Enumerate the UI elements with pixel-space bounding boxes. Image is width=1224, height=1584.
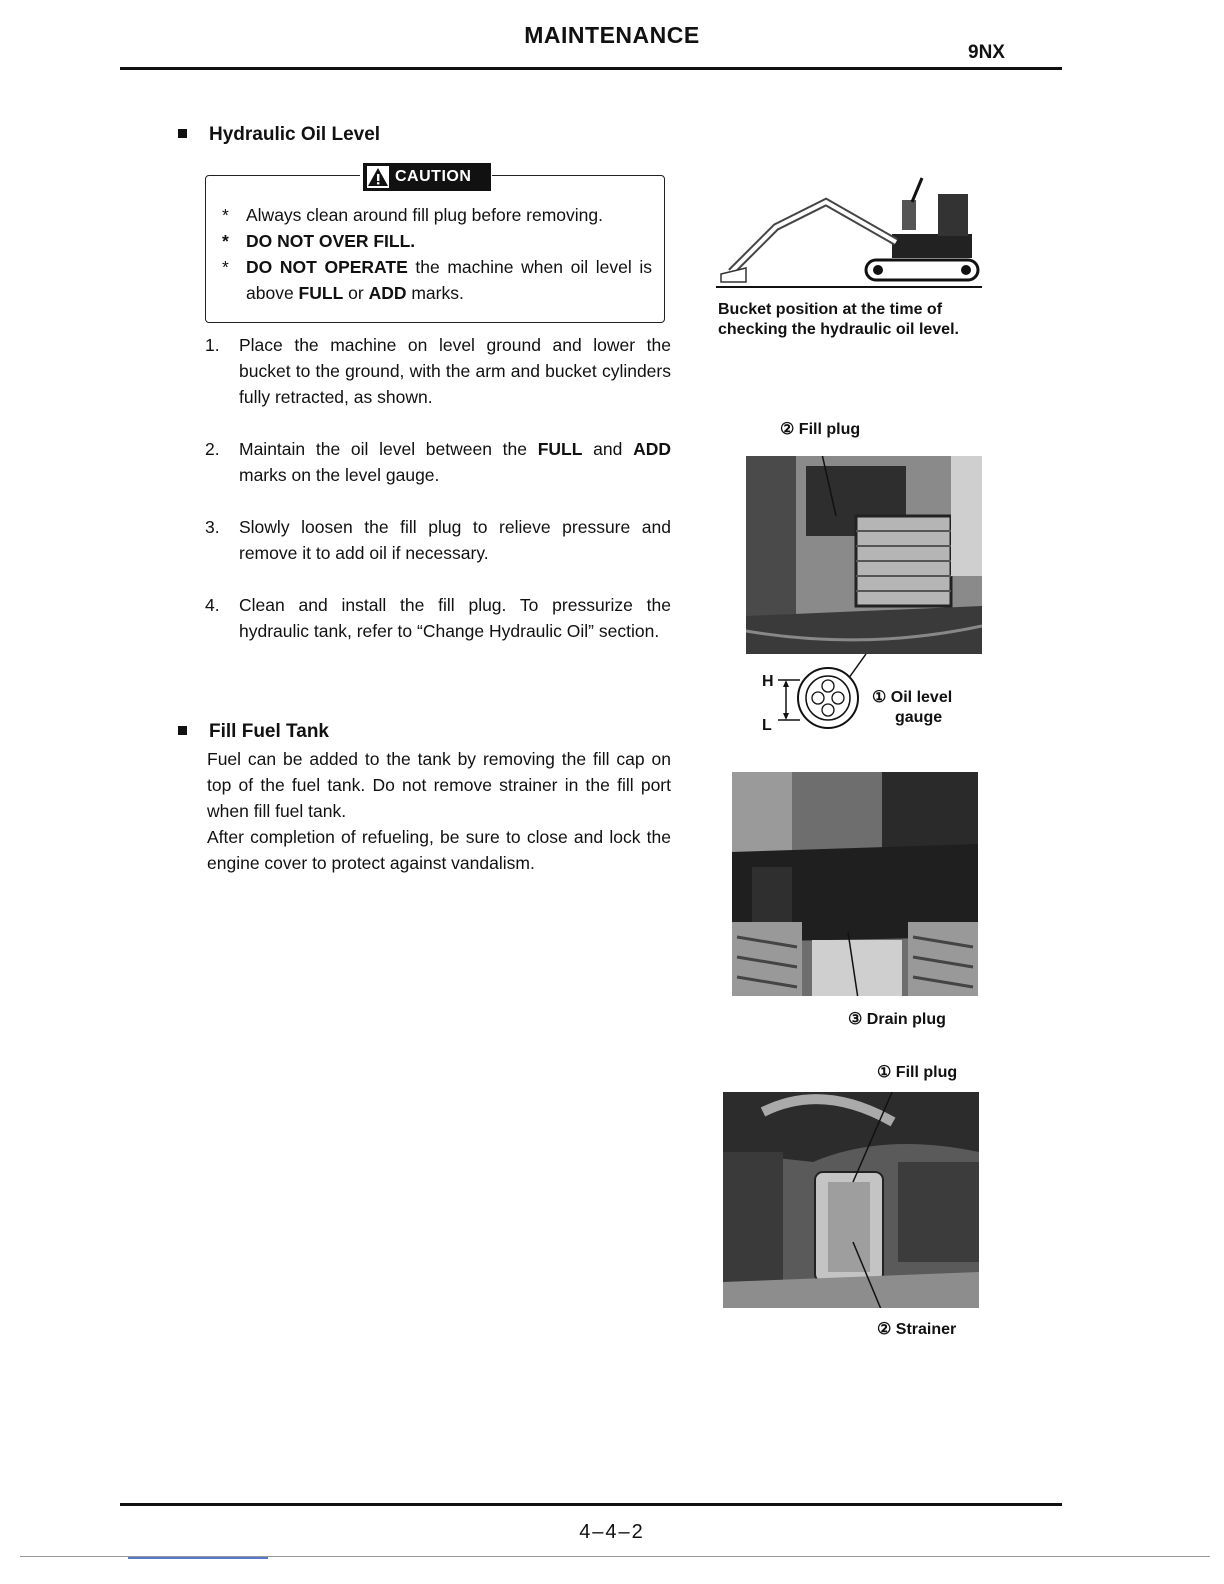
bullet-square-icon xyxy=(178,726,187,735)
page-title: MAINTENANCE xyxy=(524,22,700,48)
caution-item: * DO NOT OPERATE the machine when oil level is above FULL or ADD marks. xyxy=(222,257,652,303)
header-rule xyxy=(120,67,1062,70)
fuel-paragraph: Fuel can be added to the tank by removing the fill cap on top of the fuel tank. Do not remove strainer in the fill port when fill fuel tank. After completion of refueling, be sure to close and lock the engine cover to protect against vandalism. xyxy=(207,749,671,873)
caution-item: * DO NOT OVER FILL. xyxy=(222,231,416,251)
fuel-fill-port-photo xyxy=(723,1092,979,1308)
fuel-fill-plug-label: ① Fill plug xyxy=(877,1064,958,1081)
drain-plug-label: ③ Drain plug xyxy=(848,1011,946,1028)
step-item: 3. Slowly loosen the fill plug to relieve pressure and remove it to add oil if necessary. xyxy=(205,517,671,563)
caution-badge xyxy=(360,160,492,192)
strainer-label: ② Strainer xyxy=(877,1321,957,1338)
fill-plug-label: ② Fill plug xyxy=(780,421,861,438)
hydraulic-tank-photo xyxy=(746,456,982,654)
scan-artifact-mark xyxy=(128,1557,268,1559)
hydraulic-heading-text: Hydraulic Oil Level xyxy=(209,124,381,145)
footer-rule xyxy=(120,1503,1062,1506)
oil-level-label-gauge: gauge xyxy=(895,709,943,726)
step-item: 1. Place the machine on level ground and lower the bucket to the ground, with the arm and bucket cylinders fully retracted, as shown. xyxy=(205,335,671,407)
procedure-steps xyxy=(205,332,671,670)
caution-label: CAUTION xyxy=(395,168,472,185)
step-item: 4. Clean and install the fill plug. To pressurize the hydraulic tank, refer to “Change Hydraulic Oil” section. xyxy=(205,595,671,641)
page-number: 4–4–2 xyxy=(579,1521,645,1543)
drain-plug-photo xyxy=(732,772,978,996)
bullet-square-icon xyxy=(178,129,187,138)
excavator-caption: Bucket position at the time of checking the hydraulic oil level. xyxy=(718,301,959,338)
excavator-illustration xyxy=(716,172,982,290)
gauge-h-label: H xyxy=(762,673,774,690)
caution-item: * Always clean around fill plug before removing. xyxy=(222,205,603,225)
section-heading-hydraulic xyxy=(178,124,380,146)
oil-level-label: ① Oil level xyxy=(872,689,953,706)
step-item: 2. Maintain the oil level between the FULL and ADD marks on the level gauge. xyxy=(205,439,671,485)
warning-triangle-icon xyxy=(367,166,389,188)
gauge-l-label: L xyxy=(762,717,772,734)
section-heading-fuel xyxy=(178,721,329,743)
caution-list xyxy=(222,202,652,306)
model-code: 9NX xyxy=(968,42,1005,63)
fuel-heading-text: Fill Fuel Tank xyxy=(209,721,329,742)
oil-level-gauge-diagram xyxy=(756,654,876,744)
